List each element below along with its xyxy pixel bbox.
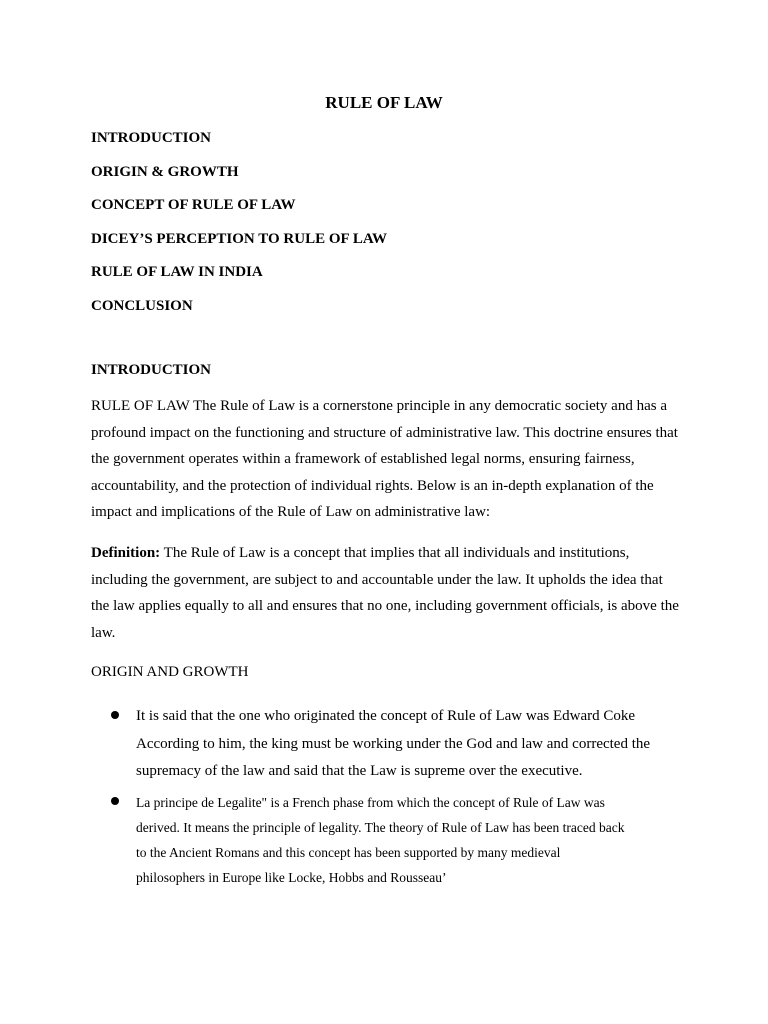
table-of-contents: [91, 128, 387, 329]
toc-item-dicey: DICEY’S PERCEPTION TO RULE OF LAW: [91, 230, 388, 247]
introduction-paragraph: RULE OF LAW The Rule of Law is a cornerstone principle in any democratic society and has a profound impact on the functioning and structure of administrative law. This doctrine ensures that the government operates within a framework of established legal norms, ensuring fairness, accountability, and the protection of individual rights. Below is an in-depth explanation of the impact and implications of the Rule of Law on administrative law:: [91, 398, 678, 521]
toc-item-concept: CONCEPT OF RULE OF LAW: [91, 197, 296, 213]
definition-paragraph: [91, 540, 681, 646]
document-title: RULE OF LAW: [325, 93, 443, 112]
toc-item-india: RULE OF LAW IN INDIA: [91, 264, 263, 280]
origin-heading: ORIGIN AND GROWTH: [91, 664, 249, 680]
toc-item-origin-growth: ORIGIN & GROWTH: [91, 163, 239, 180]
list-item: [91, 790, 681, 891]
bullet-text: La principe de Legalite" is a French phase from which the concept of Rule of Law was derived. It means the principle of legality. The theory of Rule of Law has been traced back to the Ancient Romans and this concept has been supported by many medieval philosophers in Europe like Locke, Hobbs and Rousseau’: [136, 794, 625, 886]
definition-label: Definition:: [91, 545, 161, 561]
bullet-icon: [111, 711, 119, 719]
introduction-heading: INTRODUCTION: [91, 362, 212, 378]
bullet-text: It is said that the one who originated the concept of Rule of Law was Edward Coke According to him, the king must be working under the God and law and corrected the supremacy of the law and said that the Law is supreme over the executive.: [136, 708, 651, 779]
origin-bullet-list: [91, 703, 681, 891]
toc-item-conclusion: CONCLUSION: [91, 297, 193, 314]
list-item: [91, 703, 681, 786]
bullet-icon: [111, 797, 119, 805]
definition-text: The Rule of Law is a concept that implies that all individuals and institutions, including the government, are subject to and accountable under the law. It upholds the idea that the law applies equally to all and ensures that no one, including government officials, is above the law.: [91, 545, 679, 641]
toc-item-introduction: INTRODUCTION: [91, 130, 212, 146]
